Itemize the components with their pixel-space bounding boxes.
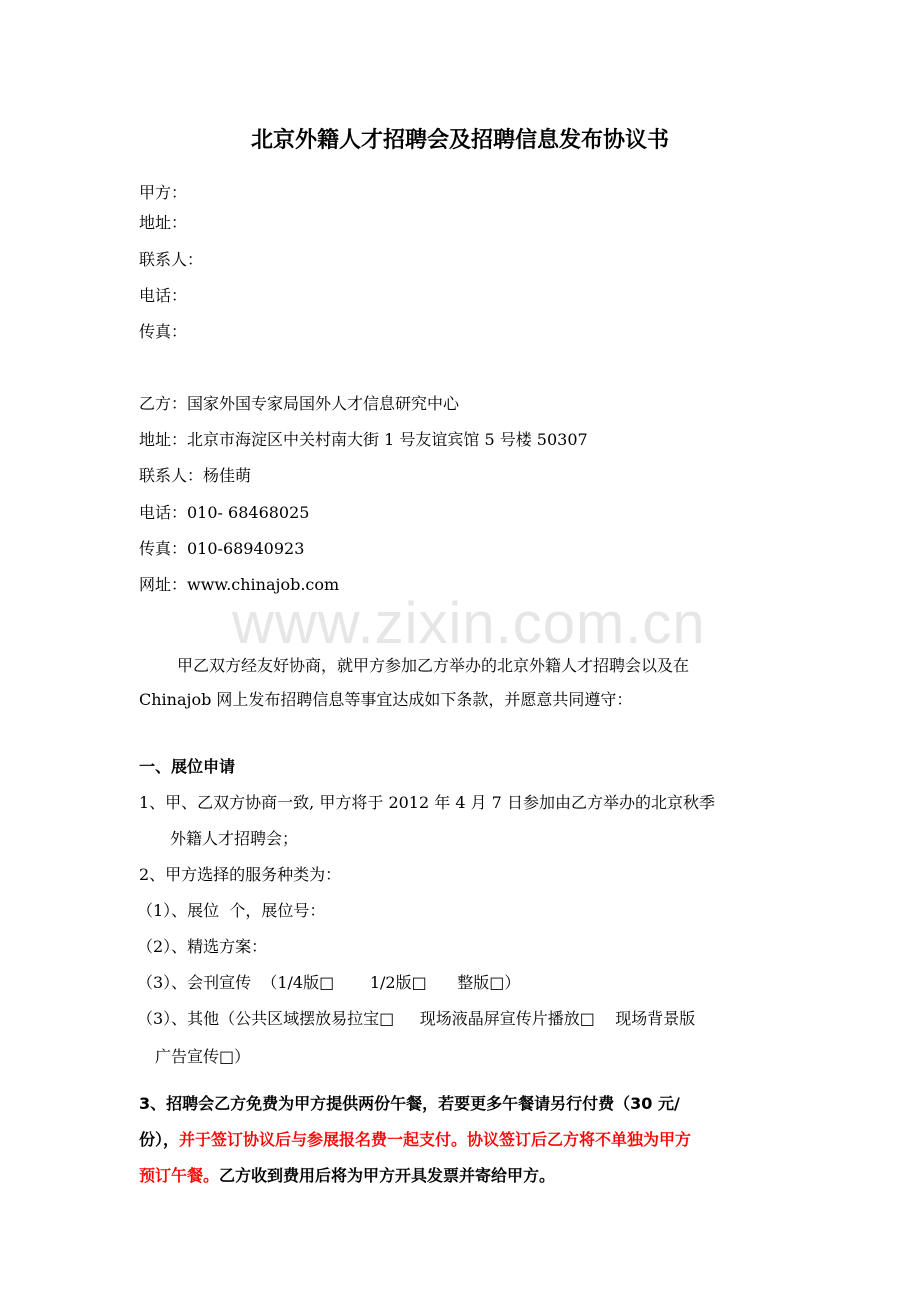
party-a-address: 地址： xyxy=(139,213,188,232)
item-3-line-3 xyxy=(139,1166,555,1186)
sub-item-4-line-1: （3）、其他（公共区域摆放易拉宝□ 现场液晶屏宣传片播放□ 现场背景版 xyxy=(137,1009,696,1028)
party-b-name: 乙方：国家外国专家局国外人才信息研究中心 xyxy=(139,394,460,413)
sub-item-4-line-2: 广告宣传□） xyxy=(155,1047,251,1066)
party-b-fax: 传真：010-68940923 xyxy=(139,539,305,558)
party-b-contact: 联系人：杨佳萌 xyxy=(139,466,252,485)
party-a-name: 甲方： xyxy=(139,183,188,202)
item-1-line-2: 外籍人才招聘会； xyxy=(170,829,299,848)
party-a-fax: 传真： xyxy=(139,322,188,341)
party-b-phone: 电话：010- 68468025 xyxy=(139,503,310,522)
item-2: 2、甲方选择的服务种类为： xyxy=(139,865,342,884)
document-title: 北京外籍人才招聘会及招聘信息发布协议书 xyxy=(250,128,669,153)
section-1-heading: 一、展位申请 xyxy=(139,757,236,776)
item-1-line-1: 1、甲、乙双方协商一致, 甲方将于 2012 年 4 月 7 日参加由乙方举办的北京秋季 xyxy=(139,793,715,812)
item-3-text-2: 乙方收到费用后将为甲方开具发票并寄给甲方。 xyxy=(219,1166,556,1185)
item-3-line-1: 3、招聘会乙方免费为甲方提供两份午餐，若要更多午餐请另行付费（30 元/ xyxy=(139,1094,680,1113)
intro-line-2: Chinajob 网上发布招聘信息等事宜达成如下条款，并愿意共同遵守： xyxy=(139,690,633,709)
party-b-address: 地址：北京市海淀区中关村南大街 1 号友谊宾馆 5 号楼 50307 xyxy=(139,430,588,449)
watermark: www.zixin.com.cn xyxy=(232,598,706,650)
party-a-contact: 联系人： xyxy=(139,250,204,269)
item-3-text: 份）， xyxy=(139,1130,180,1149)
item-3-line-2 xyxy=(139,1130,691,1150)
item-3-red-text: 并于签订协议后与参展报名费一起支付。协议签订后乙方将不单独为甲方 xyxy=(179,1130,692,1149)
sub-item-1: （1）、展位 个，展位号： xyxy=(137,901,326,920)
party-a-phone: 电话： xyxy=(139,286,188,305)
sub-item-3: （3）、会刊宣传 （1/4版□ 1/2版□ 整版□） xyxy=(137,973,521,992)
sub-item-2: （2）、精选方案： xyxy=(137,937,268,956)
intro-line-1: 甲乙双方经友好协商，就甲方参加乙方举办的北京外籍人才招聘会以及在 xyxy=(177,656,690,675)
party-b-website: 网址：www.chinajob.com xyxy=(139,575,340,594)
item-3-red-text-2: 预订午餐。 xyxy=(139,1166,220,1185)
